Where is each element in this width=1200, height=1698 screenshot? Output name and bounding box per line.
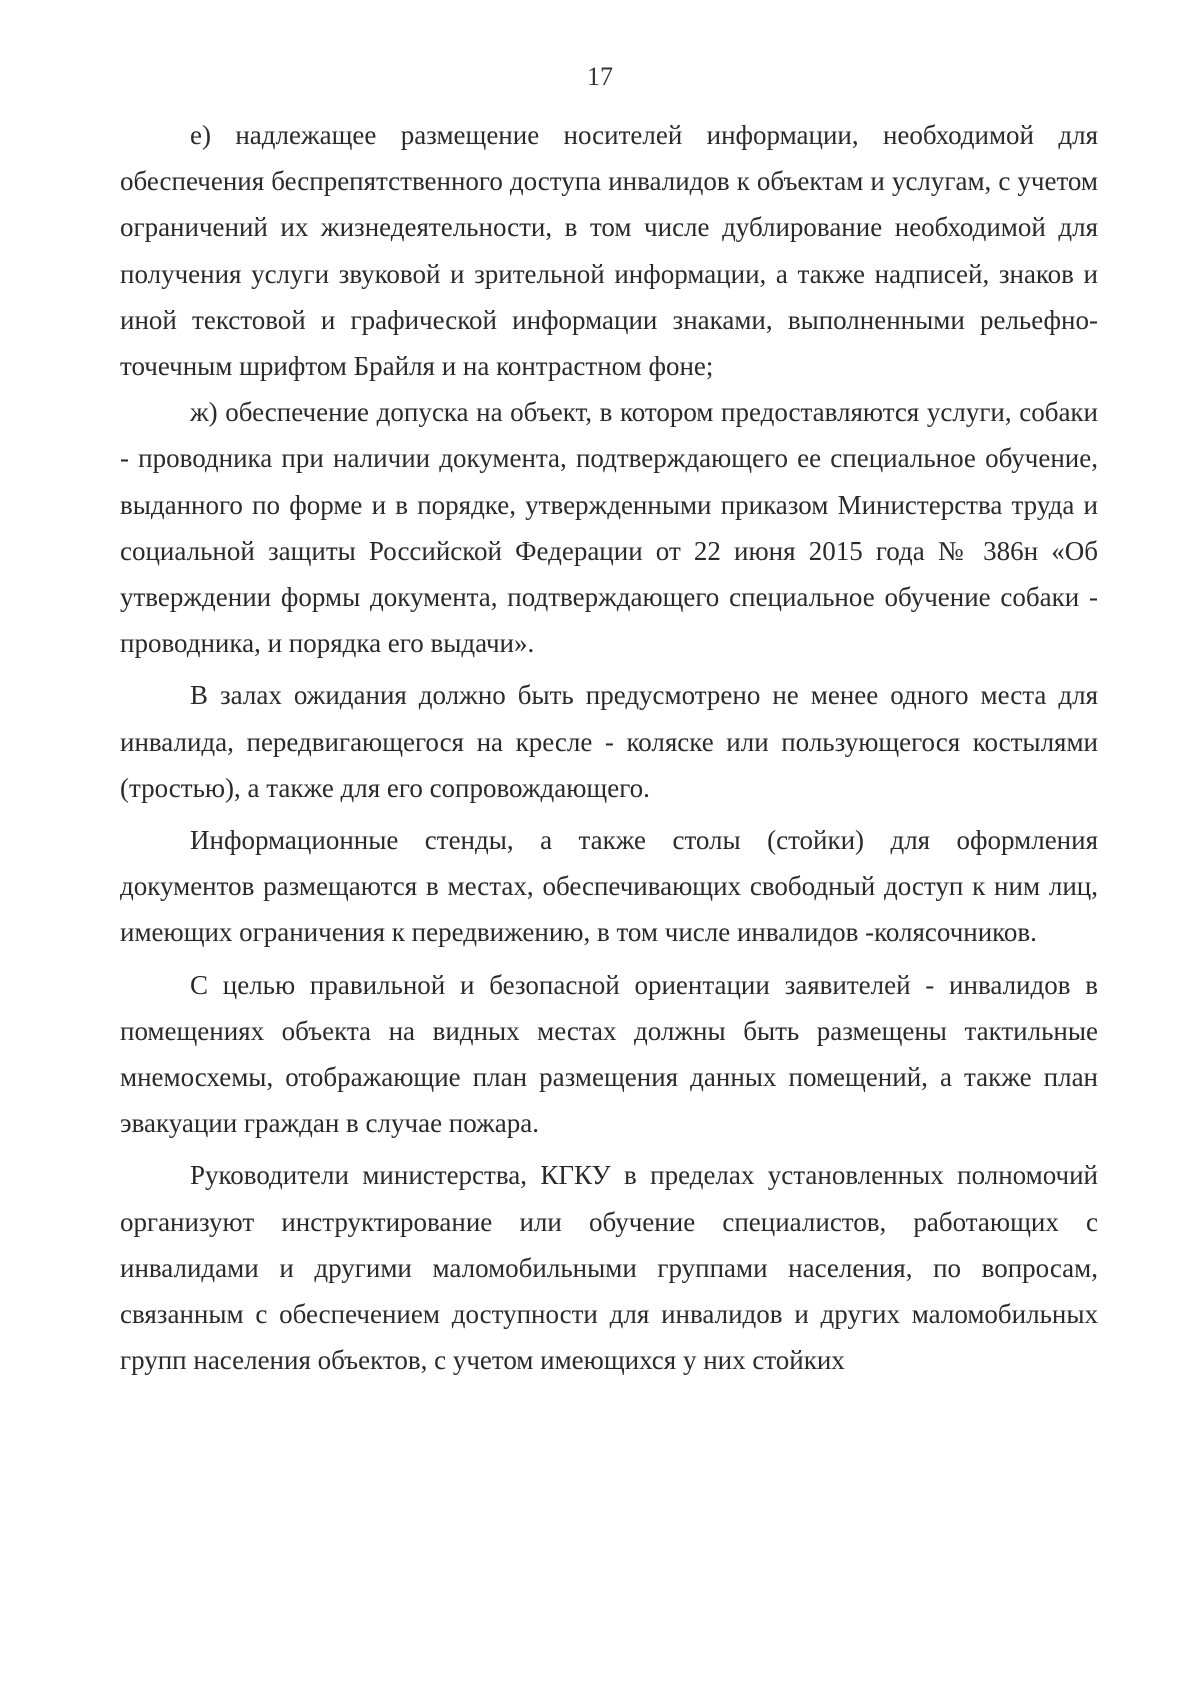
page-number: 17	[587, 62, 613, 91]
document-body	[120, 112, 1098, 1383]
paragraph-zh: ж) обеспечение допуска на объект, в котором предоставляются услуги, собаки - проводника при наличии документа, подтверждающего ее специальное обучение, выданного по форме и в порядке, утвержденными приказом Министерства труда и социальной защиты Российской Федерации от 22 июня 2015 года № 386н «Об утверждении формы документа, подтверждающего специальное обучение собаки - проводника, и порядка его выдачи».	[120, 397, 1098, 659]
paragraph-tactile-schemes: С целью правильной и безопасной ориентации заявителей - инвалидов в помещениях объекта на видных местах должны быть размещены тактильные мнемосхемы, отображающие план размещения данных помещений, а также план эвакуации граждан в случае пожара.	[120, 969, 1098, 1139]
paragraph-e: е) надлежащее размещение носителей информации, необходимой для обеспечения беспрепятственного доступа инвалидов к объектам и услугам, с учетом ограничений их жизнедеятельности, в том числе дублирование необходимой для получения услуги звуковой и зрительной информации, а также надписей, знаков и иной текстовой и графической информации знаками, выполненными рельефно-точечным шрифтом Брайля и на контрастном фоне;	[120, 120, 1098, 382]
paragraph-info-stands: Информационные стенды, а также столы (стойки) для оформления документов размещаются в местах, обеспечивающих свободный доступ к ним лиц, имеющих ограничения к передвижению, в том числе инвалидов -колясочников.	[120, 825, 1098, 948]
paragraph-waiting-rooms: В залах ожидания должно быть предусмотрено не менее одного места для инвалида, передвигающегося на кресле - коляске или пользующегося костылями (тростью), а также для его сопровождающего.	[120, 680, 1098, 803]
paragraph-managers: Руководители министерства, КГКУ в пределах установленных полномочий организуют инструктирование или обучение специалистов, работающих с инвалидами и другими маломобильными группами населения, по вопросам, связанным с обеспечением доступности для инвалидов и других маломобильных групп населения объектов, с учетом имеющихся у них стойких	[120, 1160, 1098, 1376]
